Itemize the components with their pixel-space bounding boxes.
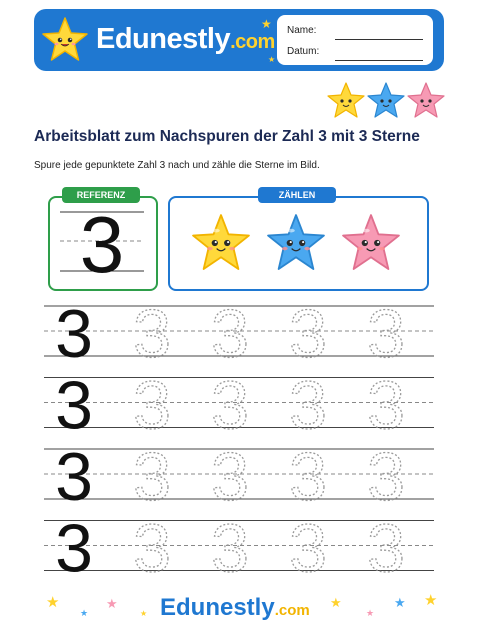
star-confetti-icon: ★ bbox=[106, 597, 118, 612]
dotted-trace-digit[interactable]: 3 bbox=[211, 296, 249, 372]
brand-name: Edunestly bbox=[96, 23, 231, 55]
dotted-trace-digit[interactable]: 3 bbox=[367, 510, 405, 582]
instruction-text: Spure jede gepunktete Zahl 3 nach und zähle die Sterne im Bild. bbox=[34, 160, 320, 171]
dotted-trace-digit[interactable]: 3 bbox=[133, 367, 171, 444]
trace-row bbox=[44, 368, 434, 444]
worksheet-title: Arbeitsblatt zum Nachspuren der Zahl 3 mit 3 Sterne bbox=[34, 128, 420, 145]
yellow-star-icon bbox=[328, 83, 364, 117]
counting-pink-star-icon bbox=[340, 212, 402, 274]
reference-guide bbox=[50, 198, 154, 286]
footer-brand-text bbox=[160, 594, 310, 622]
name-label: Name: bbox=[287, 25, 317, 36]
star-confetti-icon: ★ bbox=[140, 609, 148, 618]
star-confetti-icon: ★ bbox=[80, 609, 89, 619]
name-date-box bbox=[277, 15, 433, 65]
brand-domain: .com bbox=[230, 31, 275, 53]
trace-row bbox=[44, 511, 434, 583]
solid-digit: 3 bbox=[55, 439, 93, 515]
sparkle-icon: ★ bbox=[268, 55, 276, 64]
reference-digit: 3 bbox=[79, 200, 125, 286]
dotted-trace-digit[interactable]: 3 bbox=[211, 439, 249, 515]
dotted-trace-digit[interactable]: 3 bbox=[133, 510, 171, 582]
date-label: Datum: bbox=[287, 46, 320, 57]
header-bar bbox=[34, 9, 444, 71]
smiling-star-logo-icon bbox=[40, 15, 90, 65]
dotted-trace-digit[interactable]: 3 bbox=[211, 510, 249, 582]
dotted-trace-digit[interactable]: 3 bbox=[289, 367, 327, 444]
star-confetti-icon: ★ bbox=[394, 596, 406, 611]
brand-logo-text bbox=[96, 23, 275, 56]
dotted-trace-digit[interactable]: 3 bbox=[367, 439, 405, 515]
name-field[interactable] bbox=[335, 39, 423, 40]
tracing-area bbox=[0, 296, 480, 582]
reference-label: REFERENZ bbox=[62, 187, 140, 203]
footer-brand-name: Edunestly bbox=[160, 594, 275, 621]
decorative-stars bbox=[326, 81, 446, 121]
pink-star-icon bbox=[408, 83, 444, 117]
star-confetti-icon: ★ bbox=[330, 596, 342, 611]
counting-label: ZÄHLEN bbox=[258, 187, 336, 203]
sparkle-icon: ★ bbox=[261, 17, 272, 31]
date-field[interactable] bbox=[335, 60, 423, 61]
star-confetti-icon: ★ bbox=[46, 593, 60, 611]
dotted-trace-digit[interactable]: 3 bbox=[289, 296, 327, 372]
counting-yellow-star-icon bbox=[190, 212, 252, 274]
dotted-trace-digit[interactable]: 3 bbox=[133, 439, 171, 515]
footer bbox=[0, 590, 480, 630]
dotted-trace-digit[interactable]: 3 bbox=[211, 367, 249, 444]
dotted-trace-digit[interactable]: 3 bbox=[289, 510, 327, 582]
trace-row bbox=[44, 296, 434, 372]
dotted-trace-digit[interactable]: 3 bbox=[367, 296, 405, 372]
dotted-trace-digit[interactable]: 3 bbox=[133, 296, 171, 372]
trace-row bbox=[44, 439, 434, 515]
dotted-trace-digit[interactable]: 3 bbox=[367, 367, 405, 444]
blue-star-icon bbox=[368, 83, 404, 117]
solid-digit: 3 bbox=[55, 510, 93, 582]
solid-digit: 3 bbox=[55, 367, 93, 444]
counting-blue-star-icon bbox=[265, 212, 327, 274]
solid-digit: 3 bbox=[55, 296, 93, 372]
dotted-trace-digit[interactable]: 3 bbox=[289, 439, 327, 515]
star-confetti-icon: ★ bbox=[366, 609, 375, 619]
star-confetti-icon: ★ bbox=[424, 591, 438, 609]
footer-brand-domain: .com bbox=[274, 602, 310, 619]
